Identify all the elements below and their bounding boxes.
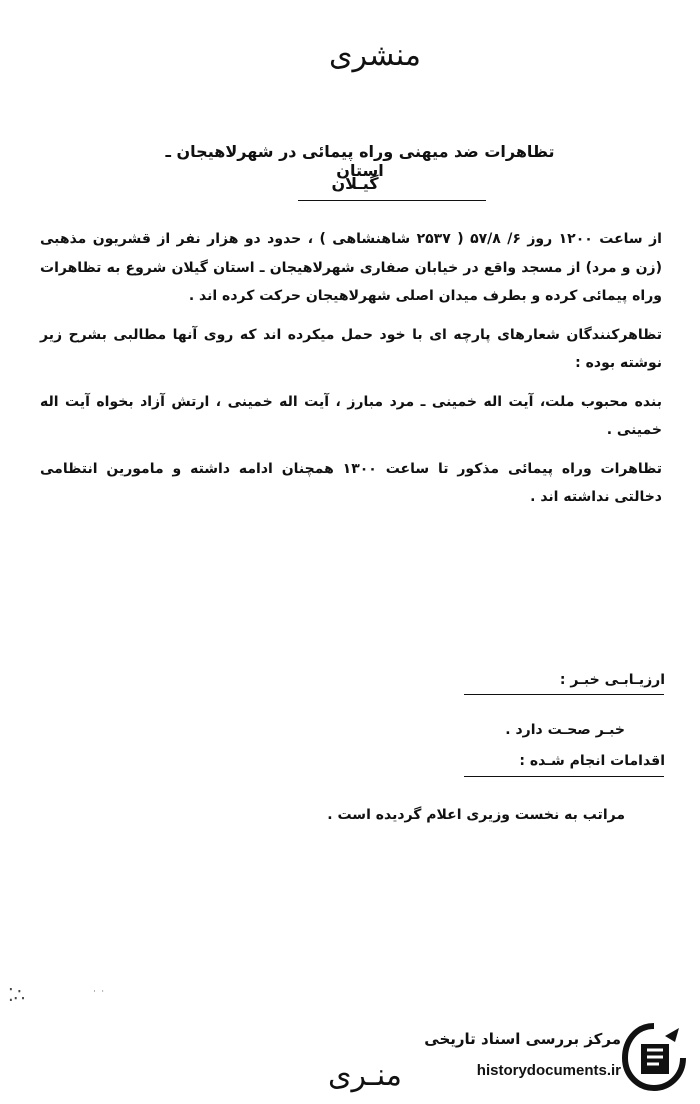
footer-mark: منـری bbox=[328, 1058, 402, 1093]
paragraph-conclusion: تظاهرات وراه پیمائی مذکور تا ساعت ۱۳۰۰ همچنان ادامه داشته و مامورین انتظامی دخالتی نداشته اند . bbox=[40, 460, 662, 505]
header-mark: منشری bbox=[329, 38, 421, 73]
actions-label: اقدامات انجام شـده : bbox=[519, 753, 665, 769]
evaluation-value: خبـر صحـت دارد . bbox=[505, 722, 625, 738]
evaluation-underline bbox=[464, 694, 664, 695]
evaluation-label: ارزیـابـی خبـر : bbox=[559, 672, 665, 688]
paragraph-banners: تظاهرکنندگان شعارهای پارچه ای با خود حمل میکرده اند که روی آنها مطالبی بشرح زیر نوشته بوده : bbox=[40, 326, 662, 371]
scan-artifact: ⁚∴ bbox=[8, 985, 26, 1006]
watermark-title: مرکز بررسی اسناد تاریخی bbox=[424, 1030, 621, 1048]
archive-logo-icon bbox=[621, 1022, 687, 1092]
actions-underline bbox=[464, 776, 664, 777]
paragraph-event: از ساعت ۱۲۰۰ روز ۶/ ۵۷/۸ ( ۲۵۳۷ شاهنشاهی ) ، حدود دو هزار نفر از قشریون مذهبی (زن و مرد) از مسجد واقع در خیابان صفاری شهرلاهیجان ـ استان گیلان شروع به تظاهرات وراه پیمائی کرده و بطرف میدان اصلی شهرلاهیجان حرکت کرده اند . bbox=[40, 231, 662, 304]
subtitle-underline bbox=[298, 200, 486, 201]
actions-value: مراتب به نخست وزیری اعلام گردیده است . bbox=[327, 807, 625, 823]
watermark-site: historydocuments.ir bbox=[476, 1062, 621, 1079]
document-title: تظاهرات ضد میهنی وراه پیمائی در شهرلاهیجان ـ استان bbox=[165, 142, 555, 180]
archive-watermark bbox=[420, 1018, 695, 1100]
scan-artifact: ˙ ˙ bbox=[92, 990, 106, 1001]
paragraph-slogans: بنده محبوب ملت، آیت اله خمینی ـ مرد مبارز ، آیت اله خمینی ، ارتش آزاد بخواه آیت اله خمینی . bbox=[40, 393, 662, 438]
document-subtitle: گیـلان bbox=[331, 174, 379, 193]
document-body bbox=[40, 225, 662, 522]
